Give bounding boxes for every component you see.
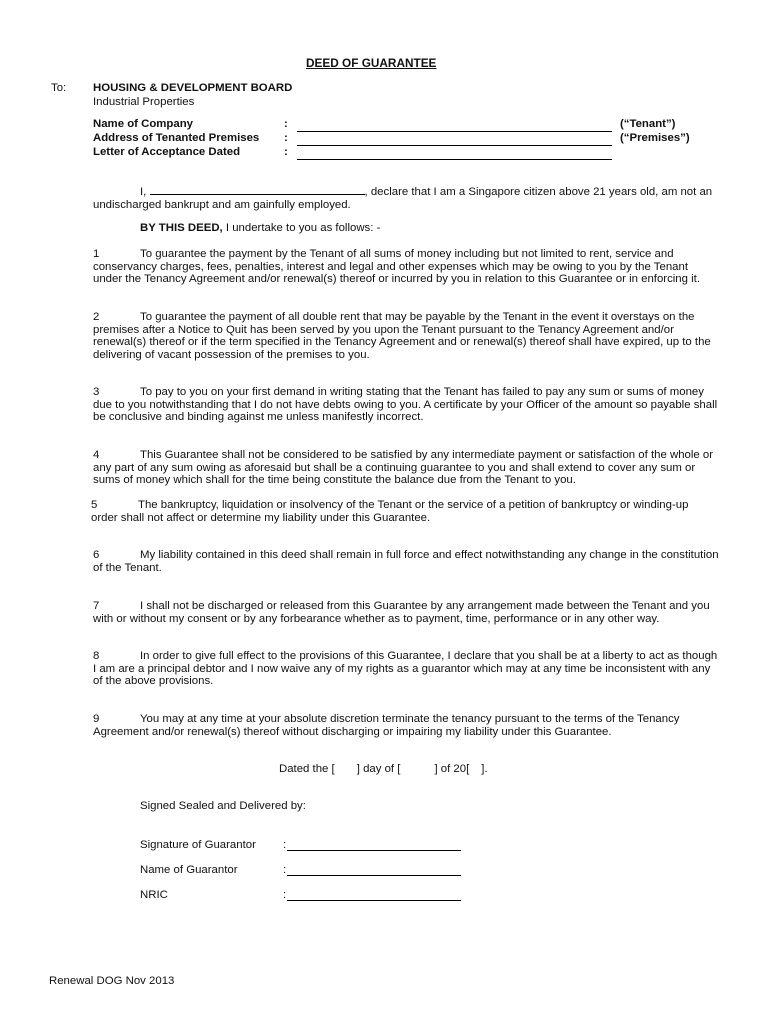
addressee: HOUSING & DEVELOPMENT BOARD — [93, 82, 293, 94]
premises-address-label: Address of Tenanted Premises — [93, 132, 260, 144]
dated-line — [279, 763, 488, 775]
clause-number: 1 — [93, 248, 100, 260]
clause-number: 2 — [93, 311, 100, 323]
guarantor-name-label: Name of Guarantor — [140, 864, 238, 876]
clause — [93, 650, 719, 688]
guarantor-name-field[interactable] — [287, 875, 461, 876]
to-label: To: — [51, 82, 67, 94]
clause — [93, 549, 719, 574]
undertaking-bold: BY THIS DEED, — [140, 222, 223, 234]
dated-part-4: ]. — [481, 763, 488, 775]
company-name-label: Name of Company — [93, 118, 194, 130]
clause-text: In order to give full effect to the provisions of this Guarantee, I declare that you shall be at a liberty to act as though I am are a principal debtor and I now waive any of my rights as a guarantor which may at any time be inconsistent with any of the above provisions. — [93, 650, 718, 687]
document-title: DEED OF GUARANTEE — [306, 56, 437, 70]
dated-part-3: ] of 20[ — [434, 763, 470, 775]
premises-address-colon: : — [284, 132, 288, 144]
clause-number: 5 — [91, 499, 98, 511]
signature-colon: : — [283, 839, 287, 851]
declaration-paragraph — [93, 185, 719, 211]
clause — [93, 248, 719, 286]
guarantor-name-colon: : — [283, 864, 287, 876]
clause — [93, 311, 719, 361]
clause-number: 6 — [93, 549, 100, 561]
dated-part-2: ] day of [ — [356, 763, 401, 775]
clause-number: 4 — [93, 449, 100, 461]
company-name-colon: : — [284, 118, 288, 130]
acceptance-date-label: Letter of Acceptance Dated — [93, 146, 241, 158]
clause-text: To guarantee the payment by the Tenant of all sums of money including but not limited to rent, service and conservancy charges, fees, penalties, interest and legal and other expenses which may be owing to you by the Tenant under the Tenancy Agreement and/or renewal(s) thereof or incurred by you in relation to this Guarantee or in enforcing it. — [93, 248, 701, 285]
signature-label: Signature of Guarantor — [140, 839, 256, 851]
declaration-prefix: I, — [140, 186, 147, 198]
clause-number: 7 — [93, 600, 100, 612]
clause — [93, 449, 719, 487]
clause-number: 3 — [93, 386, 100, 398]
company-name-field[interactable] — [297, 131, 612, 132]
clause — [93, 386, 719, 424]
undertaking-line — [93, 222, 719, 235]
clause-text: My liability contained in this deed shall remain in full force and effect notwithstanding any change in the constitution of the Tenant. — [93, 549, 719, 574]
premises-address-field[interactable] — [297, 145, 612, 146]
nric-label: NRIC — [140, 889, 168, 901]
acceptance-date-colon: : — [284, 146, 288, 158]
tenant-tag: (“Tenant”) — [620, 118, 676, 130]
declarant-name-field[interactable] — [150, 185, 365, 195]
undertaking-text: I undertake to you as follows: - — [222, 222, 381, 234]
clause-text: You may at any time at your absolute discretion terminate the tenancy pursuant to the terms of the Tenancy Agreement and/or renewal(s) thereof without discharging or impairing my liability under this Guarantee. — [93, 713, 680, 738]
signed-sealed-heading: Signed Sealed and Delivered by: — [140, 800, 306, 812]
acceptance-date-field[interactable] — [297, 159, 612, 160]
clause — [93, 600, 719, 625]
clause-text: To guarantee the payment of all double rent that may be payable by the Tenant in the event it overstays on the premises after a Notice to Quit has been served by you upon the Tenant pursuant to the Tenancy Agreement and/or renewal(s) thereof or if the term specified in the Tenancy Agreement and or renewal(s) thereof shall have expired, up to the delivering of vacant possession of the premises to you. — [93, 311, 711, 361]
clause-text: This Guarantee shall not be considered to be satisfied by any intermediate payment or satisfaction of the whole or any part of any sum owing as aforesaid but shall be a continuing guarantee to you and shall extend to cover any sum or sums of money which shall for the time being constitute the balance due from the Tenant to you. — [93, 449, 714, 486]
signature-field[interactable] — [287, 850, 461, 851]
nric-colon: : — [283, 889, 287, 901]
dated-part-1: Dated the [ — [279, 763, 335, 775]
document-footer: Renewal DOG Nov 2013 — [49, 975, 175, 987]
clause-text: To pay to you on your first demand in writing stating that the Tenant has failed to pay any sum or sums of money due to you notwithstanding that I do not have debts owing to you. A certificate by your Officer of the amount so payable shall be conclusive and binding against me unless manifestly incorrect. — [93, 386, 718, 423]
declaration-text: , declare that I am a Singapore citizen above 21 years old, am not an undischarged bankrupt and am gainfully employed. — [93, 186, 713, 211]
clause-number: 9 — [93, 713, 100, 725]
clause-text: I shall not be discharged or released from this Guarantee by any arrangement made between the Tenant and you with or without my consent or by any forbearance whether as to payment, time, performance or in any other way. — [93, 600, 710, 625]
clause — [91, 499, 717, 524]
clause — [93, 713, 719, 738]
clause-number: 8 — [93, 650, 100, 662]
premises-tag: (“Premises”) — [620, 132, 690, 144]
nric-field[interactable] — [287, 900, 461, 901]
department: Industrial Properties — [93, 96, 195, 108]
clause-text: The bankruptcy, liquidation or insolvency of the Tenant or the service of a petition of bankruptcy or winding-up order shall not affect or determine my liability under this Guarantee. — [91, 499, 689, 524]
